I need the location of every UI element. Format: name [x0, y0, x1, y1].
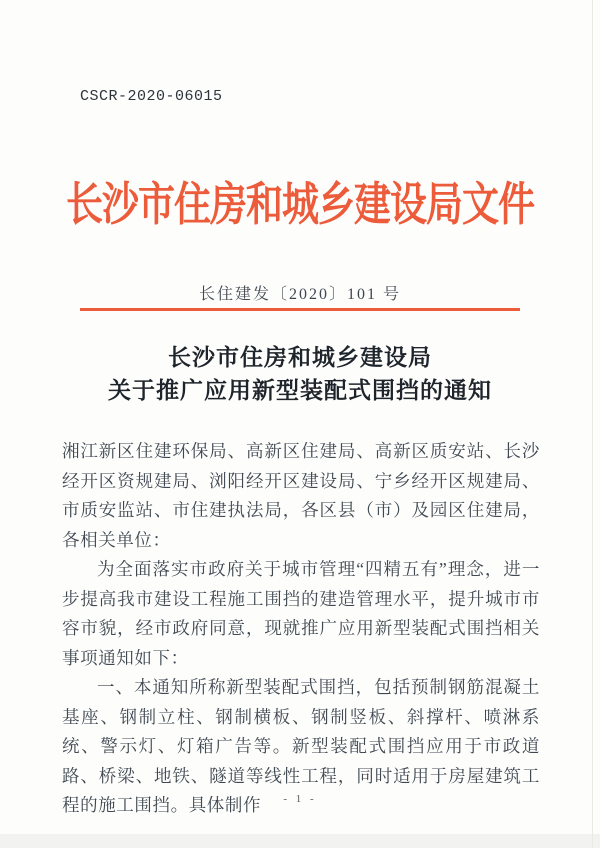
- document-title-line1: 长沙市住房和城乡建设局: [168, 345, 432, 370]
- document-title-line2: 关于推广应用新型装配式围挡的通知: [108, 378, 492, 403]
- scan-edge-right: [592, 0, 593, 848]
- body-paragraph-2: 一、本通知所称新型装配式围挡，包括预制钢筋混凝土基座、钢制立柱、钢制横板、钢制竖板、斜撑杆、喷淋系统、警示灯、灯箱广告等。新型装配式围挡应用于市政道路、桥梁、地铁、隧道等线性工程，同时适用于房屋建筑工程的施工围挡。具体制作: [62, 677, 540, 815]
- document-title: [0, 341, 600, 407]
- document-code: CSCR-2020-06015: [80, 88, 223, 105]
- page-number: - 1 -: [283, 793, 317, 805]
- red-divider-line: [80, 308, 520, 311]
- scan-edge-bottom: [0, 834, 600, 848]
- document-body: [62, 437, 540, 821]
- agency-header-title: 长沙市住房和城乡建设局文件: [66, 179, 534, 231]
- recipients-paragraph: 湘江新区住建环保局、高新区住建局、高新区质安站、长沙经开区资规建局、浏阳经开区建设局、宁乡经开区规建局、市质安监站、市住建执法局，各区县（市）及园区住建局，各相关单位：: [62, 441, 540, 550]
- body-paragraph-1: 为全面落实市政府关于城市管理“四精五有”理念，进一步提高我市建设工程施工围挡的建造管理水平，提升城市市容市貌，经市政府同意，现就推广应用新型装配式围挡相关事项通知如下：: [62, 559, 540, 668]
- document-number: 长住建发〔2020〕101 号: [198, 286, 401, 303]
